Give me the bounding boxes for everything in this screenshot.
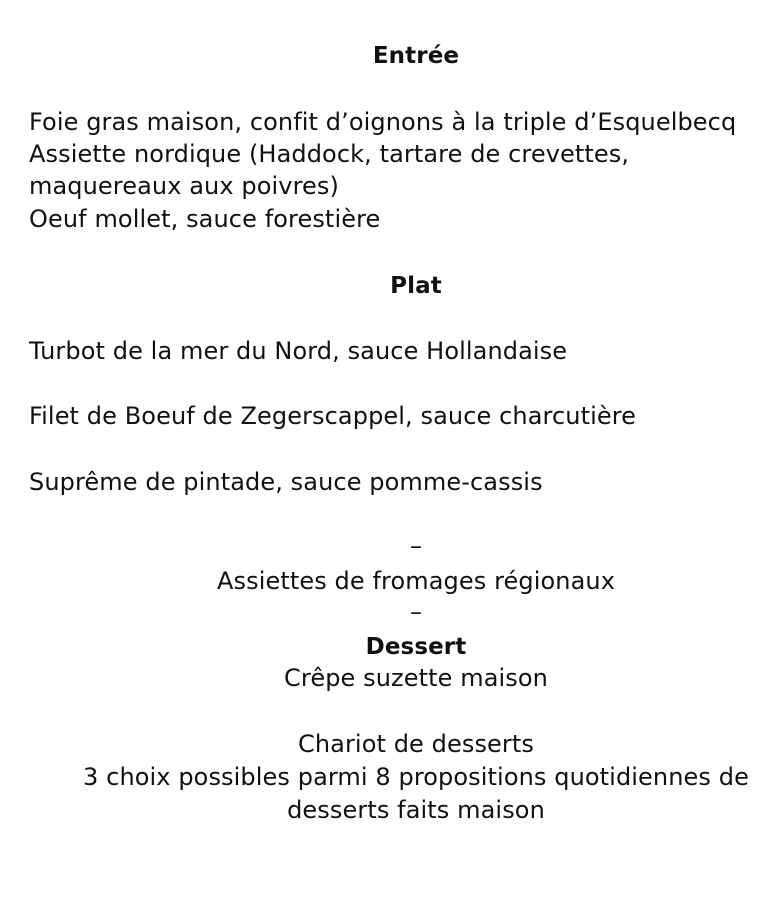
entree-item-assiette-nordique: Assiette nordique (Haddock, tartare de crevettes, [29, 140, 630, 168]
entree-item-assiette-nordique-cont: maquereaux aux poivres) [29, 172, 339, 200]
plat-item-supreme-pintade: Suprême de pintade, sauce pomme-cassis [29, 468, 543, 496]
dessert-item-faits-maison: desserts faits maison [287, 796, 545, 824]
dessert-item-choix: 3 choix possibles parmi 8 propositions quotidiennes de [83, 763, 749, 791]
plat-item-turbot: Turbot de la mer du Nord, sauce Hollandaise [29, 337, 568, 365]
dessert-heading: Dessert [365, 634, 467, 660]
separator-dash-1: – [409, 532, 423, 560]
entree-heading: Entrée [372, 43, 460, 69]
entree-item-oeuf-mollet: Oeuf mollet, sauce forestière [29, 205, 381, 233]
plat-heading: Plat [390, 273, 442, 299]
entree-item-foie-gras: Foie gras maison, confit d’oignons à la triple d’Esquelbecq [29, 108, 737, 136]
cheese-course: Assiettes de fromages régionaux [216, 567, 616, 595]
dessert-item-crepe: Crêpe suzette maison [284, 664, 548, 692]
dessert-item-chariot: Chariot de desserts [297, 730, 535, 758]
separator-dash-2: – [409, 598, 423, 626]
plat-item-filet-boeuf: Filet de Boeuf de Zegerscappel, sauce charcutière [29, 402, 637, 430]
